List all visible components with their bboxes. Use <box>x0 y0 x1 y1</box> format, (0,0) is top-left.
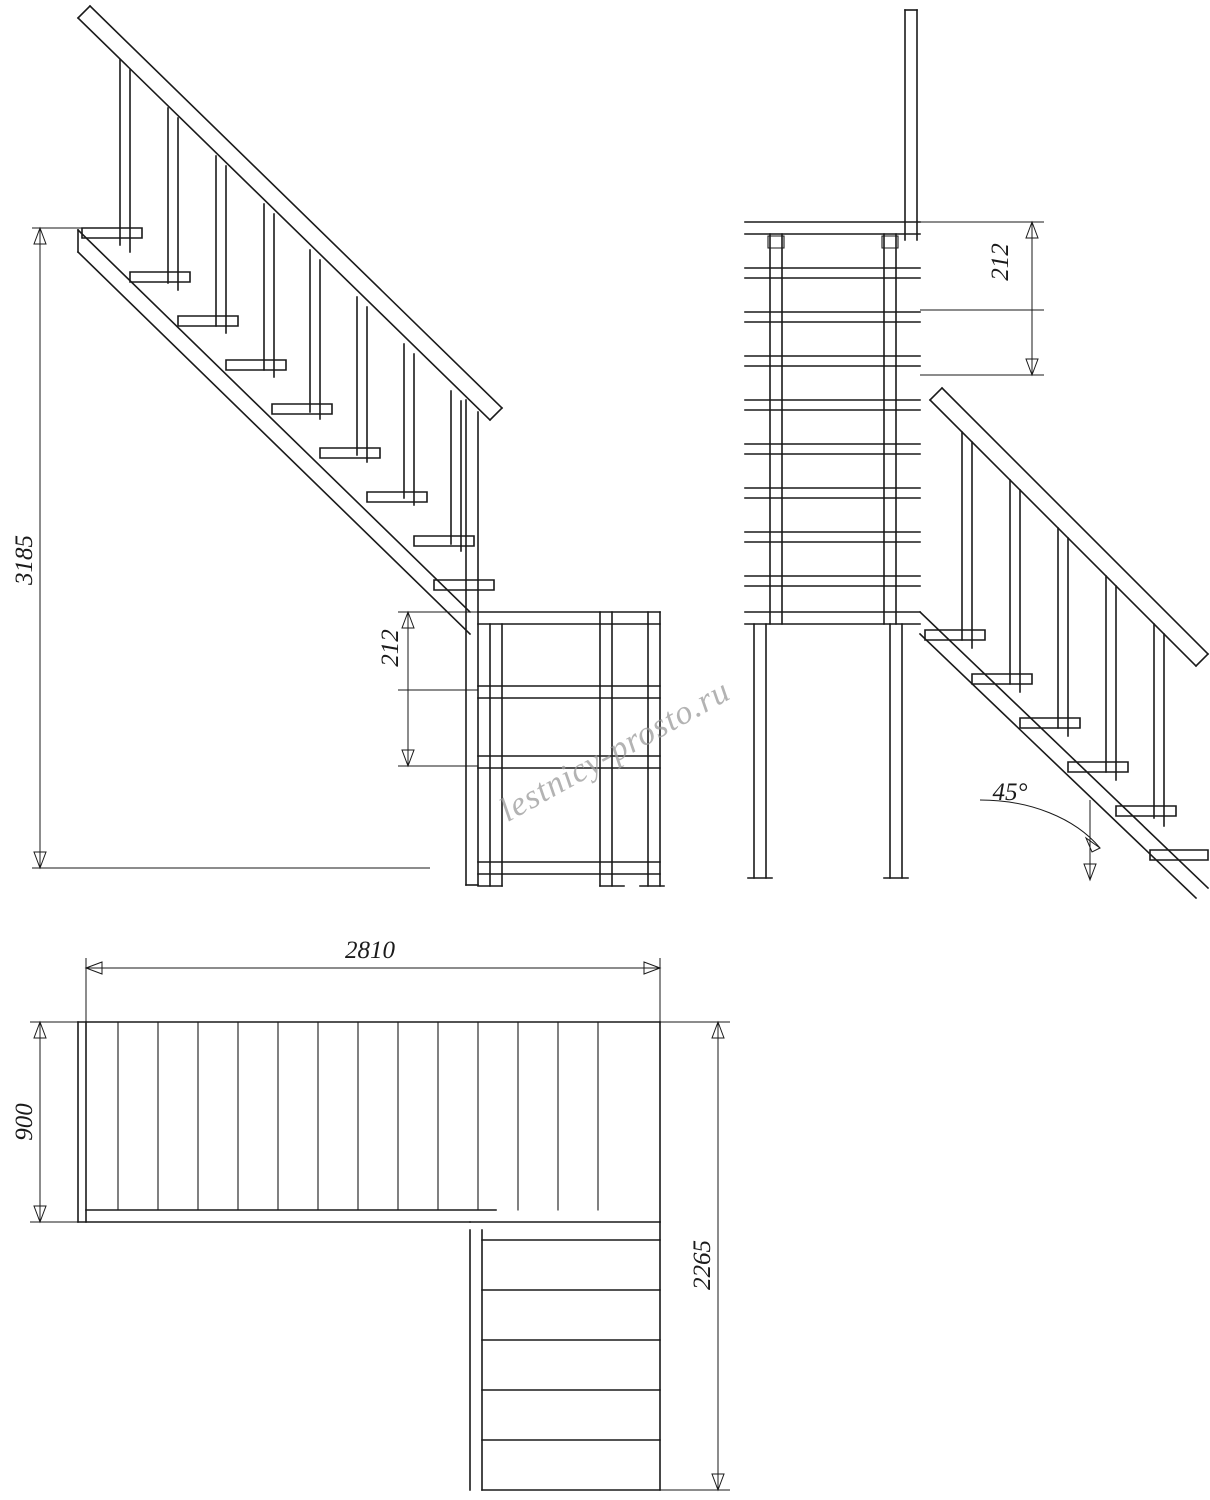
dimension-depth <box>660 1022 730 1490</box>
dimension-total-height-label: 3185 <box>11 535 38 585</box>
front-view-group <box>11 6 664 886</box>
plan-flight <box>470 1222 660 1490</box>
front-landing-post <box>466 400 478 885</box>
dimension-length <box>86 937 660 1030</box>
side-balusters <box>962 432 1164 826</box>
front-treads <box>82 228 494 590</box>
side-support-legs <box>748 624 908 878</box>
dimension-landing-width-label: 900 <box>11 1103 38 1141</box>
watermark-text: lestnicy-prosto.ru <box>493 672 737 830</box>
side-top-post <box>905 10 917 240</box>
side-left-column <box>745 222 920 624</box>
dimension-riser-side-label: 212 <box>987 243 1014 281</box>
angle-annotation <box>980 779 1100 880</box>
angle-label: 45° <box>992 779 1028 806</box>
dimension-riser-side <box>920 222 1044 375</box>
dimension-riser-front <box>377 612 478 766</box>
side-flight-treads <box>925 630 1208 860</box>
dimension-landing-width <box>11 1022 86 1222</box>
plan-view-group <box>11 937 730 1490</box>
dimension-length-label: 2810 <box>345 937 395 964</box>
dimension-riser-front-label: 212 <box>377 629 404 667</box>
side-view-group <box>745 10 1208 898</box>
plan-landing-planks <box>86 1022 598 1222</box>
front-handrail <box>78 6 502 420</box>
dimension-depth-label: 2265 <box>689 1240 716 1290</box>
front-balusters <box>120 60 461 551</box>
side-treads <box>745 268 920 624</box>
plan-landing-outline <box>78 1022 660 1222</box>
